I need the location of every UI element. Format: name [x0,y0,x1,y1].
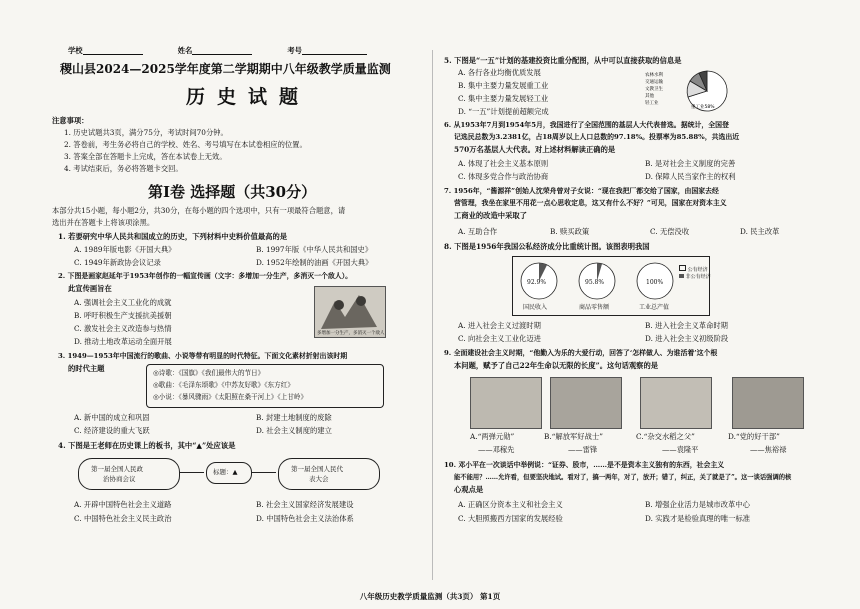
q7-stem-3: 工商业的改造中采取了 [454,211,527,220]
poster-caption: 多增加一分生产，多消灭一个敌人 [317,331,385,336]
q4-connector [180,472,204,473]
q2-option-a[interactable]: A. 强调社会主义工业化的成就 [74,298,172,307]
q8-option-d[interactable]: D. 进入社会主义初级阶段 [645,334,729,343]
q7-stem-2: 营管理，我坐在家里不用花一点心思收定息，这又有什么不好？”可见，国家在对资本主义 [454,199,727,207]
portrait-photo [640,377,712,429]
name-blank [192,46,252,55]
note-item: 4. 考试结束后，务必将答题卡交回。 [64,164,183,173]
q7-stem: 7. 1956年，“酱源祥”创始人沈荣舟曾对子女说：“现在我把厂都交给了国家，由国家去经 [444,187,719,195]
q10-option-d[interactable]: D. 实践才是检验真理的唯一标准 [645,514,751,523]
column-divider [432,50,433,580]
q5-option-a[interactable]: A. 各行各业均衡优质发展 [458,68,541,77]
q4-connector [252,472,276,473]
q9-person: ——袁隆平 [662,445,699,454]
q9-person: ——雷锋 [568,445,598,454]
q3-option-b[interactable]: B. 封建土地制度的废除 [256,413,332,422]
q1-option-d[interactable]: D. 1952年绘制的油画《开国大典》 [256,258,373,267]
q5-option-c[interactable]: C. 集中主要力量发展轻工业 [458,94,549,103]
q6-option-a[interactable]: A. 体现了社会主义基本原则 [458,159,549,168]
exam-no-blank [302,46,367,55]
q9-option-c[interactable]: C.“杂交水稻之父” [636,432,695,441]
pie-label: 轻工业 [645,101,659,106]
header-fields [68,46,367,55]
q3-box-line: ◎小说：《暴风骤雨》《太阳照在桑干河上》《上甘岭》 [153,393,308,401]
q4-cloud-left-line: 治协商会议 [103,475,136,483]
q7-option-c[interactable]: C. 无偿没收 [650,227,690,236]
pie-label: 农林水利 [645,73,663,78]
q3-box-line: ◎歌曲：《毛泽东颂歌》《中苏友好歌》《东方红》 [153,381,294,389]
q9-option-b[interactable]: B.“解放军好战士” [544,432,603,441]
q5-pie-chart [645,66,735,116]
q3-option-a[interactable]: A. 新中国的成立和巩固 [74,413,150,422]
q4-option-b[interactable]: B. 社会主义国家经济发展建设 [256,500,354,509]
note-item: 1. 历史试题共3页，满分75分，考试时间70分钟。 [64,128,228,137]
q5-option-d[interactable]: D. “一五”计划提前超额完成 [458,107,549,116]
q8-stem: 8. 下图是1956年我国公私经济成分比重统计图。该图表明我国 [444,242,650,251]
circle-value: 95.8% [585,279,605,286]
section-title: 第Ⅰ卷 选择题（共30分） [148,183,317,201]
q10-stem-3: 心观点是 [454,485,484,494]
q10-stem: 10. 邓小平在一次谈话中举例说：“证券、股市，……是不是资本主义独有的东西，社会主义 [444,461,725,469]
portrait-photo [732,377,804,429]
portrait-photo [470,377,542,429]
q6-stem-2: 记选民总数为3.2381亿，占18周岁以上人口总数的97.18%。投票率为85.88%，共选出近 [454,133,740,141]
q4-cloud-right-line: 表大会 [309,475,329,483]
q4-option-a[interactable]: A. 开辟中国特色社会主义道路 [74,500,172,509]
legend-nonpublic: 非公有经济 [679,273,711,282]
note-item: 2. 答卷前，考生务必将自己的学校、姓名、考号填写在本试卷相应的位置。 [64,140,307,149]
legend-public: 公有经济 [679,265,708,275]
q2-stem-2: 此宣传画旨在 [68,284,112,293]
q9-stem-2: 本问题，赋予了自己22年生命以无限的长度”。这句话观察的是 [454,361,659,370]
q7-option-d[interactable]: D. 民主改革 [740,227,780,236]
exam-title: 稷山县2024—2025学年度第二学期期中八年级教学质量监测 [60,62,391,76]
subject-title: 历史试题 [186,86,311,108]
propaganda-poster-image [314,286,386,338]
q4-cloud-left [78,458,180,490]
q6-option-b[interactable]: B. 是对社会主义制度的完善 [645,159,736,168]
q3-culture-box [146,364,384,408]
q1-option-c[interactable]: C. 1949年新政协会议记录 [74,258,161,267]
q4-option-c[interactable]: C. 中国特色社会主义民主政治 [74,514,172,523]
q6-option-c[interactable]: C. 体现多党合作与政治协商 [458,172,549,181]
q5-option-b[interactable]: B. 集中主要力量发展重工业 [458,81,549,90]
pie-label: 其他 [645,94,654,99]
q6-stem-3: 570万名基层人大代表。对上述材料解读正确的是 [454,145,616,154]
q3-option-c[interactable]: C. 经济建设的重大飞跃 [74,426,150,435]
q2-option-b[interactable]: B. 呼吁积极生产支援抗美援朝 [74,311,172,320]
q6-option-d[interactable]: D. 保障人民当家作主的权利 [645,172,736,181]
q4-cloud-right-line: 第一届全国人民代 [291,465,343,473]
q10-option-a[interactable]: A. 正确区分资本主义和社会主义 [458,500,563,509]
q4-option-d[interactable]: D. 中国特色社会主义法治体系 [256,514,354,523]
exam-no-label: 考号 [287,46,302,55]
q6-stem: 6. 从1953年7月到1954年5月，我国进行了全国范围的基层人大代表普选。据统计，全国登 [444,121,729,129]
q4-center-label: 标题：▲ [213,468,238,476]
circle-label: 工业总产值 [639,304,670,311]
q9-person: ——邓稼先 [478,445,515,454]
q3-option-d[interactable]: D. 社会主义制度的建立 [256,426,332,435]
pie-label: 重工业58% [691,105,715,110]
circle-label: 国民收入 [523,304,548,311]
school-blank [83,46,143,55]
q8-option-b[interactable]: B. 进入社会主义革命时期 [645,321,728,330]
q8-option-c[interactable]: C. 向社会主义工业化迈进 [458,334,541,343]
q4-center-box [206,462,252,484]
q7-option-a[interactable]: A. 互助合作 [458,227,498,236]
q4-stem: 4. 下图是王老师在历史课上的板书，其中“▲”处应该是 [58,441,236,450]
notes-title: 注意事项： [52,116,89,125]
q9-option-d[interactable]: D.“党的好干部” [728,432,780,441]
q1-option-b[interactable]: B. 1997年版《中华人民共和国史》 [256,245,373,254]
q3-box-line: ◎诗歌：《国旗》《我们最伟大的节日》 [153,369,265,377]
school-label: 学校 [68,46,83,55]
q10-option-c[interactable]: C. 大胆照搬西方国家的发展经验 [458,514,563,523]
q2-option-c[interactable]: C. 激发社会主义改造参与热情 [74,324,172,333]
pie-label: 文教卫生 [645,87,663,92]
q4-cloud-left-line: 第一届全国人民政 [91,465,143,473]
q10-option-b[interactable]: B. 增强企业活力是城市改革中心 [645,500,750,509]
q7-option-b[interactable]: B. 赎买政策 [550,227,590,236]
name-label: 姓名 [177,46,193,55]
q2-option-d[interactable]: D. 推动土地改革运动全面开展 [74,337,172,346]
circle-value: 92.9% [527,279,547,286]
pie-label: 交通运输 [645,80,663,85]
page-footer: 八年级历史教学质量监测（共3页） 第1页 [359,592,501,601]
q3-stem: 3. 1949—1953年中国流行的歌曲、小说等带有明显的时代特征。下面文化素材折射出该时期 [58,352,348,360]
q9-option-a[interactable]: A.“两弹元勋” [470,432,515,441]
q4-cloud-right [278,458,380,490]
q1-stem: 1. 若要研究中华人民共和国成立的历史，下列材料中史料价值最高的是 [58,232,288,241]
q1-option-a[interactable]: A. 1989年版电影《开国大典》 [74,245,176,254]
section-instructions: 选出并在答题卡上将该项涂黑。 [52,218,155,227]
section-instructions: 本部分共15小题，每小题2分，共30分，在每小题的四个选项中，只有一项最符合题意，请 [52,206,346,215]
q8-option-a[interactable]: A. 进入社会主义过渡时期 [458,321,541,330]
portrait-photo [550,377,622,429]
circle-value: 100% [646,279,664,286]
q10-stem-2: 能不能用？……允许看，但要坚决地试。看对了，搞一两年，对了，放开；错了，纠正，关了就是了”。这一谈话强调的核 [454,474,792,481]
circle-label: 商品零售额 [579,304,610,311]
q9-stem: 9. 全面建设社会主义时期，“他勤入为乐的大爱行动，回答了‘怎样做人、为谁活着’这个根 [444,349,718,357]
q8-chart-frame [512,256,710,316]
note-item: 3. 答案全部在答题卡上完成，答在本试卷上无效。 [64,152,227,161]
q2-stem: 2. 下图是画家赵延年于1953年创作的一幅宣传画（文字：多增加一分生产，多消灭一个敌人）。 [58,272,353,280]
q5-stem: 5. 下图是“一五”计划的基建投资比重分配图，从中可以直接获取的信息是 [444,56,682,65]
q3-stem-2: 的时代主题 [68,364,105,373]
q9-person: ——焦裕禄 [750,445,787,454]
